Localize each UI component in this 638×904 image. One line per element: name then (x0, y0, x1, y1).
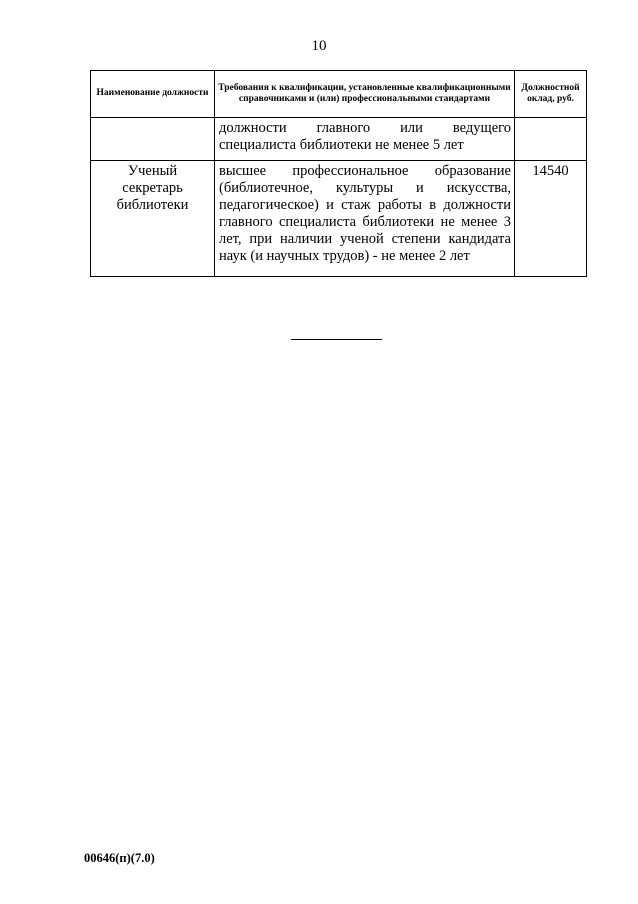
cell-position: Ученый секретарь библиотеки (91, 161, 215, 277)
divider-line (291, 339, 382, 340)
page-number: 10 (311, 38, 327, 54)
cell-salary (515, 118, 587, 161)
document-code: 00646(п)(7.0) (84, 851, 155, 865)
header-position: Наименование должности (91, 71, 215, 118)
qualification-table (90, 70, 587, 277)
cell-salary: 14540 (515, 161, 587, 277)
header-salary: Должностной оклад, руб. (515, 71, 587, 118)
cell-requirements: высшее профессиональное образование (библиотечное, культуры и искусства, педагогическое) и стаж работы в должности главного специалиста библиотеки не менее 3 лет, при наличии ученой степени кандидата наук (и научных трудов) - не менее 2 лет (215, 161, 515, 277)
table-row (91, 118, 587, 161)
table-row (91, 161, 587, 277)
cell-position (91, 118, 215, 161)
header-requirements: Требования к квалификации, установленные квалификационными справочниками и (или) профессиональными стандартами (215, 71, 515, 118)
table-header-row (91, 71, 587, 118)
cell-requirements: должности главного или ведущего специалиста библиотеки не менее 5 лет (215, 118, 515, 161)
